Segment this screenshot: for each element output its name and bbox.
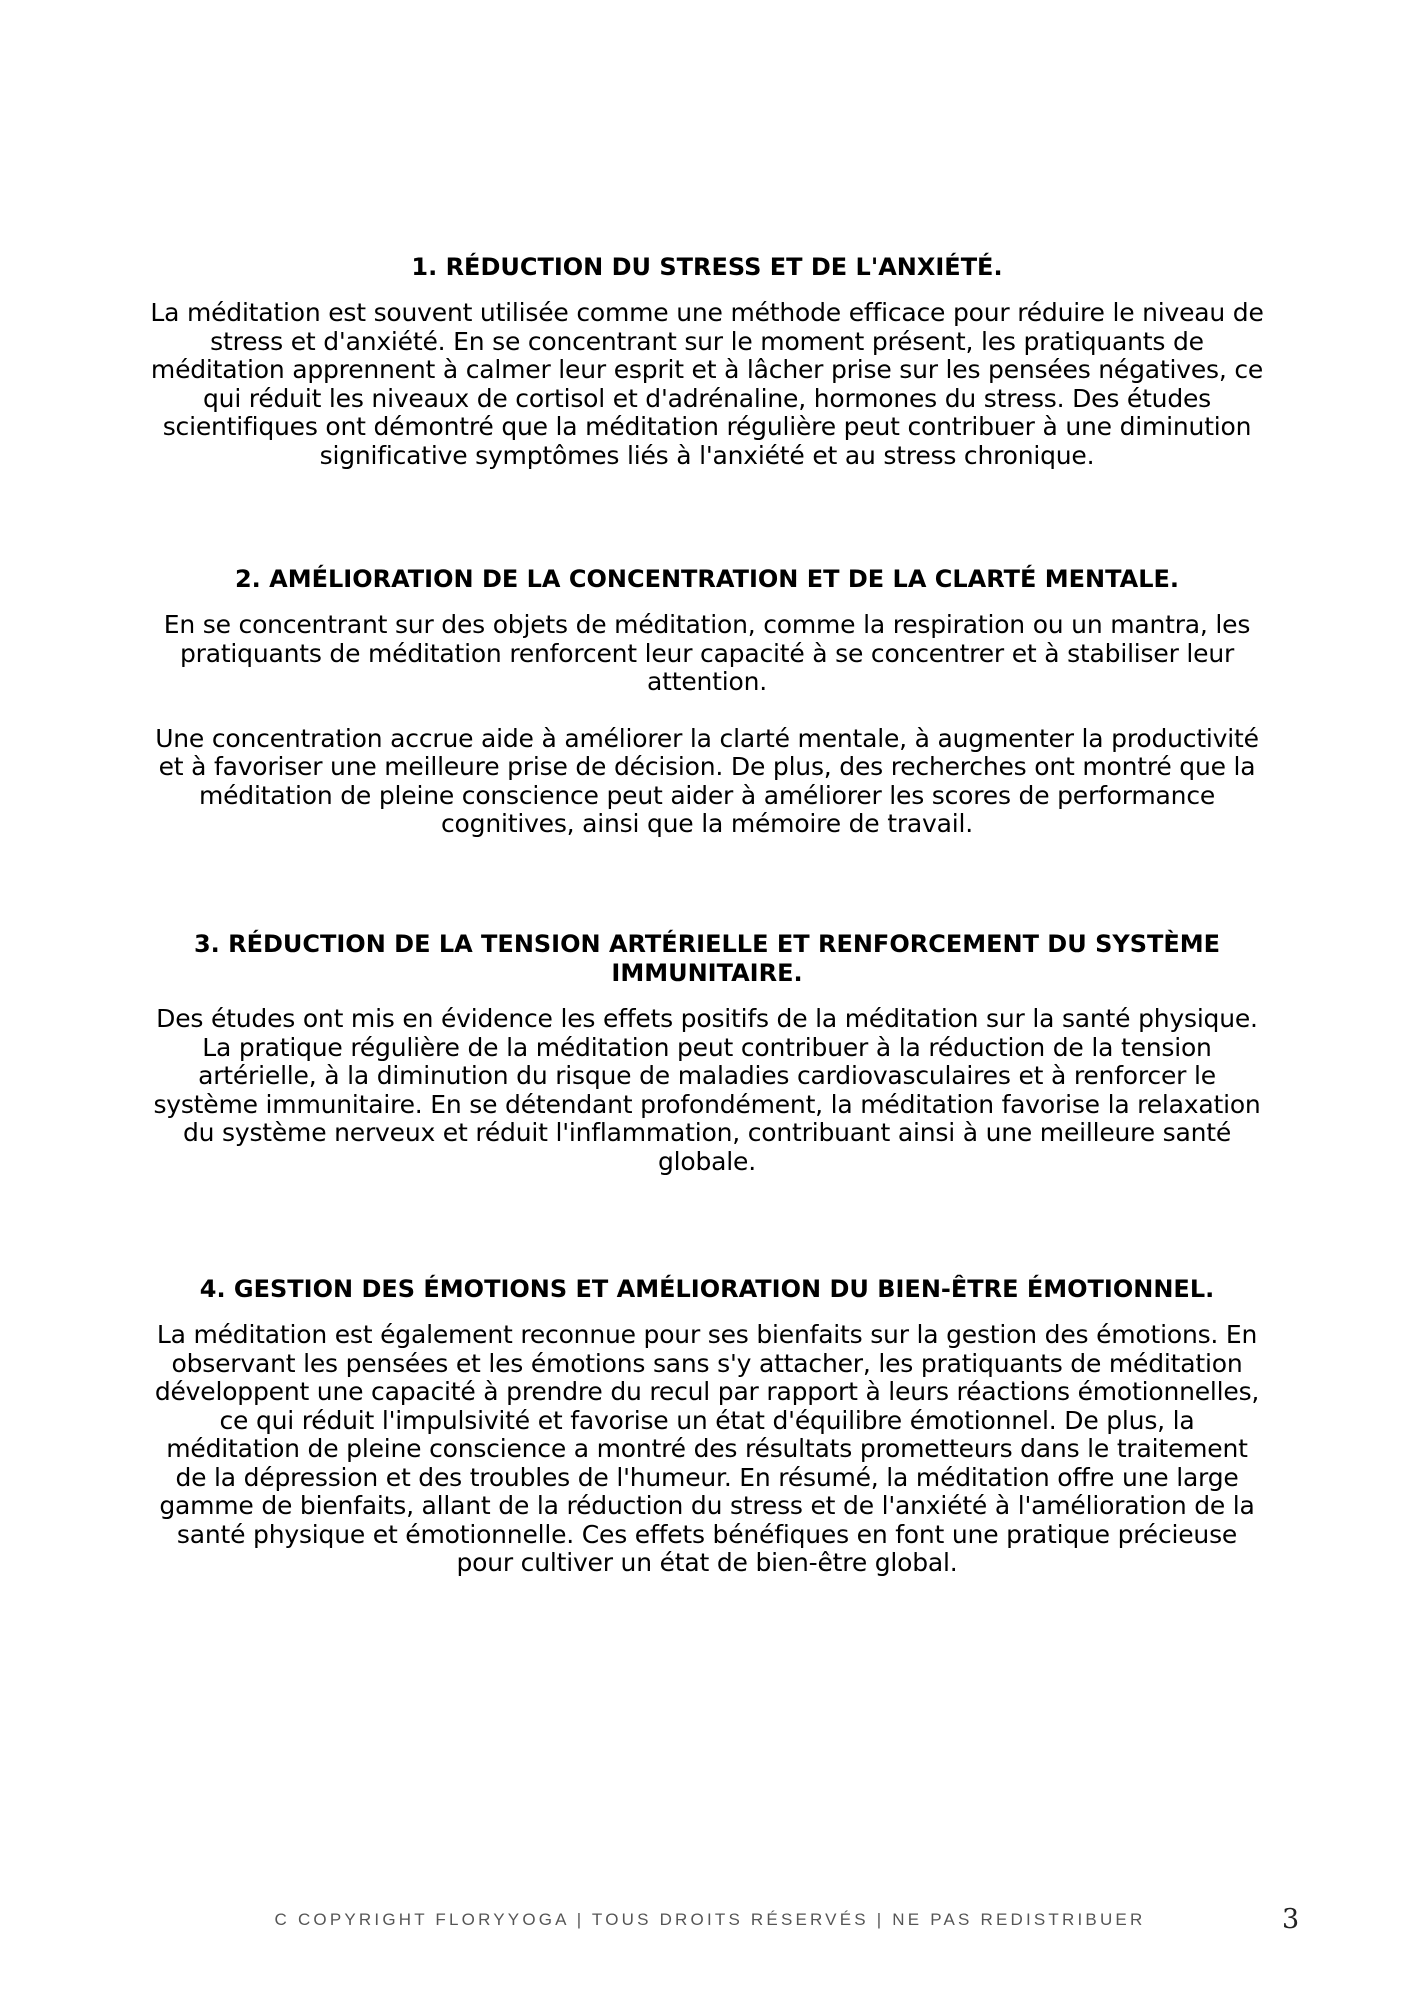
section-blood-pressure-immunity xyxy=(150,930,1264,1176)
page-number: 3 xyxy=(1282,1904,1300,1935)
section-paragraph: La méditation est souvent utilisée comme une méthode efficace pour réduire le niveau de stress et d'anxiété. En se concentrant sur le moment présent, les pratiquants de méditation apprennent à calmer leur esprit et à lâcher prise sur les pensées négatives, ce qui réduit les niveaux de cortisol et d'adrénaline, hormones du stress. Des études scientifiques ont démontré que la méditation régulière peut contribuer à une diminution significative symptômes liés à l'anxiété et au stress chronique. xyxy=(150,298,1264,470)
section-paragraph: Une concentration accrue aide à améliorer la clarté mentale, à augmenter la productivité et à favoriser une meilleure prise de décision. De plus, des recherches ont montré que la méditation de pleine conscience peut aider à améliorer les scores de performance cognitives, ainsi que la mémoire de travail. xyxy=(155,723,1259,838)
section-title: 2. AMÉLIORATION DE LA CONCENTRATION ET DE LA CLARTÉ MENTALE. xyxy=(234,565,1180,593)
section-stress-reduction xyxy=(150,253,1264,470)
section-title: 4. GESTION DES ÉMOTIONS ET AMÉLIORATION DU BIEN-ÊTRE ÉMOTIONNEL. xyxy=(199,1275,1215,1303)
section-concentration xyxy=(150,565,1264,839)
section-emotion-management xyxy=(150,1275,1264,1578)
section-paragraph: Des études ont mis en évidence les effets positifs de la méditation sur la santé physique. La pratique régulière de la méditation peut contribuer à la réduction de la tension artérielle, à la diminution du risque de maladies cardiovasculaires et à renforcer le système immunitaire. En se détendant profondément, la méditation favorise la relaxation du système nerveux et réduit l'inflammation, contribuant ainsi à une meilleure santé globale. xyxy=(153,1004,1261,1176)
section-title: 3. RÉDUCTION DE LA TENSION ARTÉRIELLE ET RENFORCEMENT DU SYSTÈME IMMUNITAIRE. xyxy=(193,930,1221,987)
section-paragraph: En se concentrant sur des objets de méditation, comme la respiration ou un mantra, les pratiquants de méditation renforcent leur capacité à se concentrer et à stabiliser leur attention. xyxy=(163,610,1251,696)
section-title: 1. RÉDUCTION DU STRESS ET DE L'ANXIÉTÉ. xyxy=(411,253,1003,281)
section-paragraph: La méditation est également reconnue pour ses bienfaits sur la gestion des émotions. En observant les pensées et les émotions sans s'y attacher, les pratiquants de méditation développent une capacité à prendre du recul par rapport à leurs réactions émotionnelles, ce qui réduit l'impulsivité et favorise un état d'équilibre émotionnel. De plus, la méditation de pleine conscience a montré des résultats prometteurs dans le traitement de la dépression et des troubles de l'humeur. En résumé, la méditation offre une large gamme de bienfaits, allant de la réduction du stress et de l'anxiété à l'amélioration de la santé physique et émotionnelle. Ces effets bénéfiques en font une pratique précieuse pour cultiver un état de bien-être global. xyxy=(154,1320,1260,1577)
page-footer xyxy=(0,1904,1414,1934)
copyright-notice: C COPYRIGHT FLORYYOGA | TOUS DROITS RÉSERVÉS | NE PAS REDISTRIBUER xyxy=(274,1910,1146,1929)
